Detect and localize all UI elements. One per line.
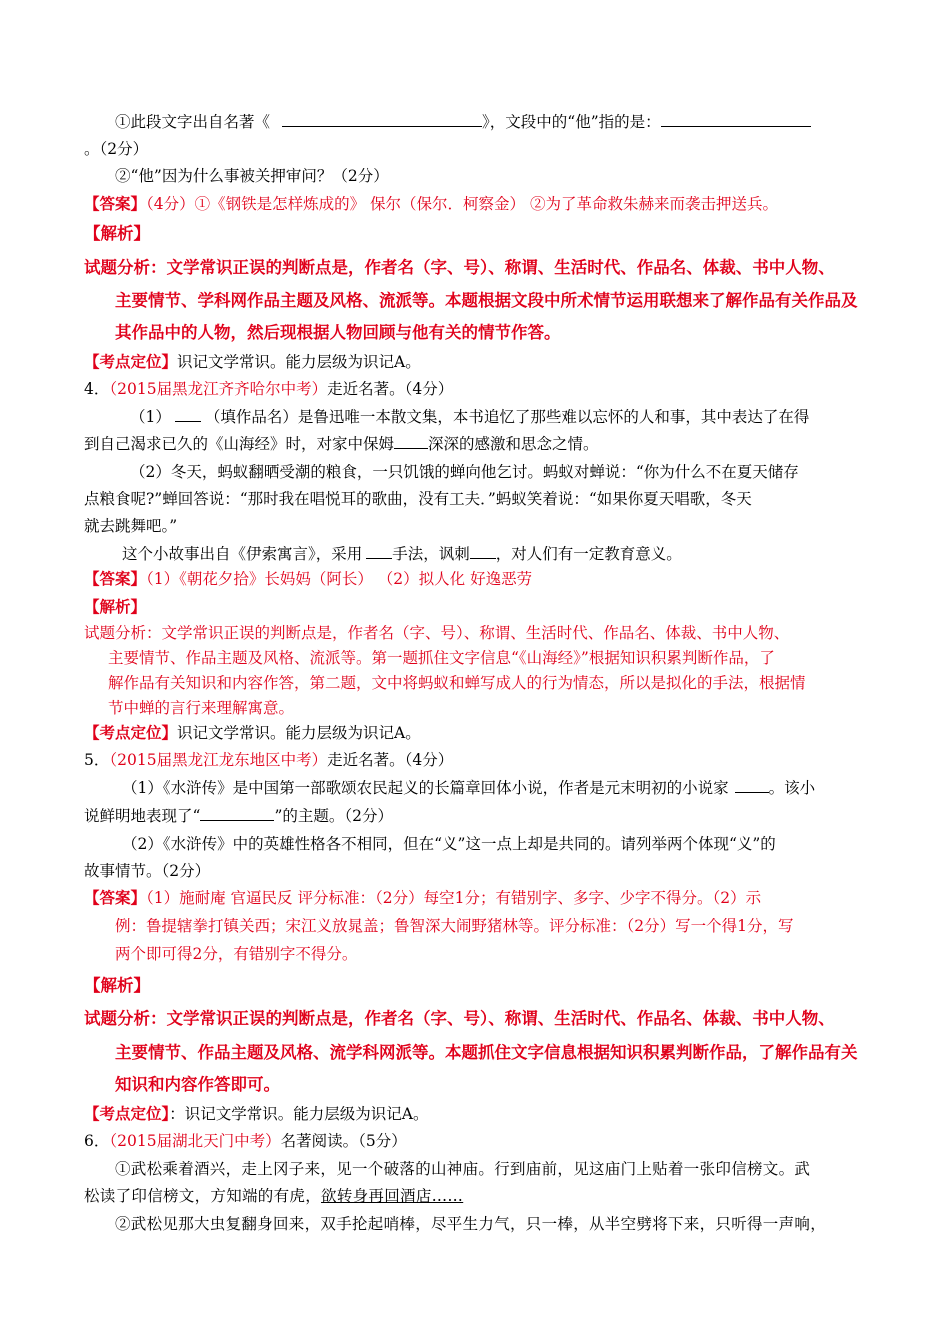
answer-blank[interactable] xyxy=(282,112,482,127)
answer-text: （4分）①《钢铁是怎样炼成的》 保尔（保尔．柯察金） ②为了革命救朱赫来而袭击押送兵。 xyxy=(146,195,778,213)
q3-analysis-tag: 【解析】 xyxy=(84,224,150,243)
question-source: （2015届黑龙江齐齐哈尔中考） xyxy=(109,380,328,398)
q6-p2-line1 xyxy=(115,1213,826,1235)
q3-text: 》，文段中的“他”指的是： xyxy=(482,113,661,131)
q5-text: 。该小 xyxy=(768,779,816,797)
kaodian-tag: 【考点定位】 xyxy=(84,723,178,742)
q6-p1-line2 xyxy=(84,1185,463,1207)
q4-answer xyxy=(84,568,532,590)
answer-text: （1）《朝花夕拾》长妈妈（阿长） （2）拟人化 好逸恶劳 xyxy=(146,570,533,588)
question-title: 走近名著。（4分） xyxy=(327,751,454,769)
q4-header xyxy=(84,378,453,400)
answer-blank[interactable] xyxy=(200,806,274,821)
kaodian-text: 识记文学常识。能力层级为识记A。 xyxy=(177,724,421,742)
q5-analysis-tag: 【解析】 xyxy=(84,976,150,995)
q5-p1-line1 xyxy=(122,777,815,799)
q5-p2-line2: 故事情节。（2分） xyxy=(84,862,211,880)
answer-blank[interactable] xyxy=(470,544,496,559)
question-number: 6． xyxy=(84,1132,110,1150)
q4-kaodian xyxy=(84,722,421,744)
q5-answer-line3: 两个即可得2分，有错别字不得分。 xyxy=(115,945,358,963)
question-title: 走近名著。（4分） xyxy=(327,380,454,398)
q3-kaodian xyxy=(84,351,421,373)
q4-p2-line3: 就去跳舞吧。” xyxy=(84,517,178,535)
answer-tag: 【答案】 xyxy=(84,194,147,213)
q3-analysis-line: 试题分析：文学常识正误的判断点是，作者名（字、号）、称谓、生活时代、作品名、体裁、书中人物、 xyxy=(84,258,835,277)
answer-blank[interactable] xyxy=(661,112,811,127)
answer-tag: 【答案】 xyxy=(84,888,147,907)
q3-line1 xyxy=(115,111,811,133)
q4-text: 深深的感激和思念之情。 xyxy=(428,435,599,453)
question-source: （2015届湖北天门中考） xyxy=(109,1132,281,1150)
q4-p1-line1 xyxy=(130,406,809,428)
q4-analysis-line: 解作品有关知识和内容作答，第二题，文中将蚂蚁和蝉写成人的行为情态，所以是拟化的手法，根据情 xyxy=(108,674,806,692)
q5-answer-line1 xyxy=(84,887,761,909)
q4-text: 手法，讽刺 xyxy=(392,545,470,563)
question-source: （2015届黑龙江龙东地区中考） xyxy=(109,751,328,769)
q4-p1-line2 xyxy=(84,433,599,455)
q3-text: ①此段文字出自名著《 xyxy=(115,113,271,131)
answer-text: （1）施耐庵 官逼民反 评分标准：（2分）每空1分；有错别字、多字、少字不得分。（2）示 xyxy=(146,889,762,907)
q4-analysis-line: 节中蝉的言行来理解寓意。 xyxy=(108,699,295,717)
q3-analysis-line: 其作品中的人物，然后现根据人物回顾与他有关的情节作答。 xyxy=(115,323,561,342)
answer-blank[interactable] xyxy=(175,407,201,422)
q4-text: 这个小故事出自《伊索寓言》，采用 xyxy=(122,545,363,563)
q3-analysis-line: 主要情节、学科网作品主题及风格、流派等。本题根据文段中所术情节运用联想来了解作品有关作品及 xyxy=(115,291,858,310)
q4-text: 到自己渴求已久的《山海经》时，对家中保姆 xyxy=(84,435,395,453)
q3-answer xyxy=(84,193,778,215)
q3-line2: 。（2分） xyxy=(84,140,149,158)
q6-text: 气，只一棒，从半空劈将下来，只听得一声响， xyxy=(494,1215,827,1233)
q5-analysis-line: 主要情节、作品主题及风格、流学科网派等。本题抓住文字信息根据知识积累判断作品，了解作品有关 xyxy=(115,1043,858,1062)
q4-p3 xyxy=(122,543,682,565)
question-number: 5． xyxy=(84,751,110,769)
q6-text: 松读了印信榜文，方知端的有虎， xyxy=(84,1187,322,1205)
kaodian-text: 识记文学常识。能力层级为识记A。 xyxy=(177,353,421,371)
kaodian-text: ：识记文学常识。能力层级为识记A。 xyxy=(169,1105,429,1123)
q5-kaodian xyxy=(84,1103,428,1125)
q5-text: 说鲜明地表现了“ xyxy=(84,807,201,825)
q5-answer-line2: 例：鲁提辖拳打镇关西；宋江义放晁盖；鲁智深大闹野猪林等。评分标准：（2分）写一个得1分，写 xyxy=(115,917,794,935)
q5-analysis-line: 知识和内容作答即可。 xyxy=(115,1075,280,1094)
kaodian-tag: 【考点定位】 xyxy=(84,1104,170,1123)
q6-p1-line1: ①武松乘着酒兴，走上冈子来，见一个破落的山神庙。行到庙前，见这庙门上贴着一张印信榜文。武 xyxy=(115,1160,811,1178)
answer-blank[interactable] xyxy=(735,778,769,793)
q6-header xyxy=(84,1130,407,1152)
q4-text: ，对人们有一定教育意义。 xyxy=(495,545,682,563)
q4-text: （1） xyxy=(130,408,171,426)
q6-text: ②武松见那大虫复翻身回来，双手抡起哨棒，尽平生力 xyxy=(115,1215,495,1233)
question-title: 名著阅读。（5分） xyxy=(280,1132,407,1150)
q5-p1-line2 xyxy=(84,805,393,827)
q4-analysis-tag: 【解析】 xyxy=(84,597,147,616)
q4-analysis-line: 试题分析：文学常识正误的判断点是，作者名（字、号）、称谓、生活时代、作品名、体裁、书中人物、 xyxy=(84,624,790,642)
q5-text: （1）《水浒传》是中国第一部歌颂农民起义的长篇章回体小说，作者是元末明初的小说家 xyxy=(122,779,729,797)
kaodian-tag: 【考点定位】 xyxy=(84,352,178,371)
underlined-text: 欲转身再回酒店…… xyxy=(321,1187,464,1205)
q5-p2-line1: （2）《水浒传》中的英雄性格各不相同，但在“义”这一点上却是共同的。请列举两个体现“义”的 xyxy=(122,835,776,853)
q5-analysis-line: 试题分析：文学常识正误的判断点是，作者名（字、号）、称谓、生活时代、作品名、体裁、书中人物、 xyxy=(84,1009,835,1028)
answer-blank[interactable] xyxy=(366,544,392,559)
q5-header xyxy=(84,749,453,771)
q4-analysis-line: 主要情节、作品主题及风格、流派等。第一题抓住文字信息“《山海经》”根据知识积累判断作品，了 xyxy=(108,649,775,667)
answer-blank[interactable] xyxy=(394,434,428,449)
q4-p2-line1: （2）冬天，蚂蚁翻晒受潮的粮食，一只饥饿的蝉向他乞讨。蚂蚁对蝉说：“你为什么不在夏天储存 xyxy=(130,463,799,481)
question-number: 4． xyxy=(84,380,110,398)
q3-line3: ②“他”因为什么事被关押审问？（2分） xyxy=(115,167,389,185)
q5-text: ”的主题。（2分） xyxy=(274,807,393,825)
answer-tag: 【答案】 xyxy=(84,569,147,588)
q4-p2-line2: 点粮食呢?”蝉回答说：“那时我在唱悦耳的歌曲，没有工夫．”蚂蚁笑着说：“如果你夏天唱歌，冬天 xyxy=(84,490,752,508)
q4-text: （填作品名）是鲁迅唯一本散文集，本书追忆了那些难以忘怀的人和事，其中表达了在得 xyxy=(204,408,810,426)
